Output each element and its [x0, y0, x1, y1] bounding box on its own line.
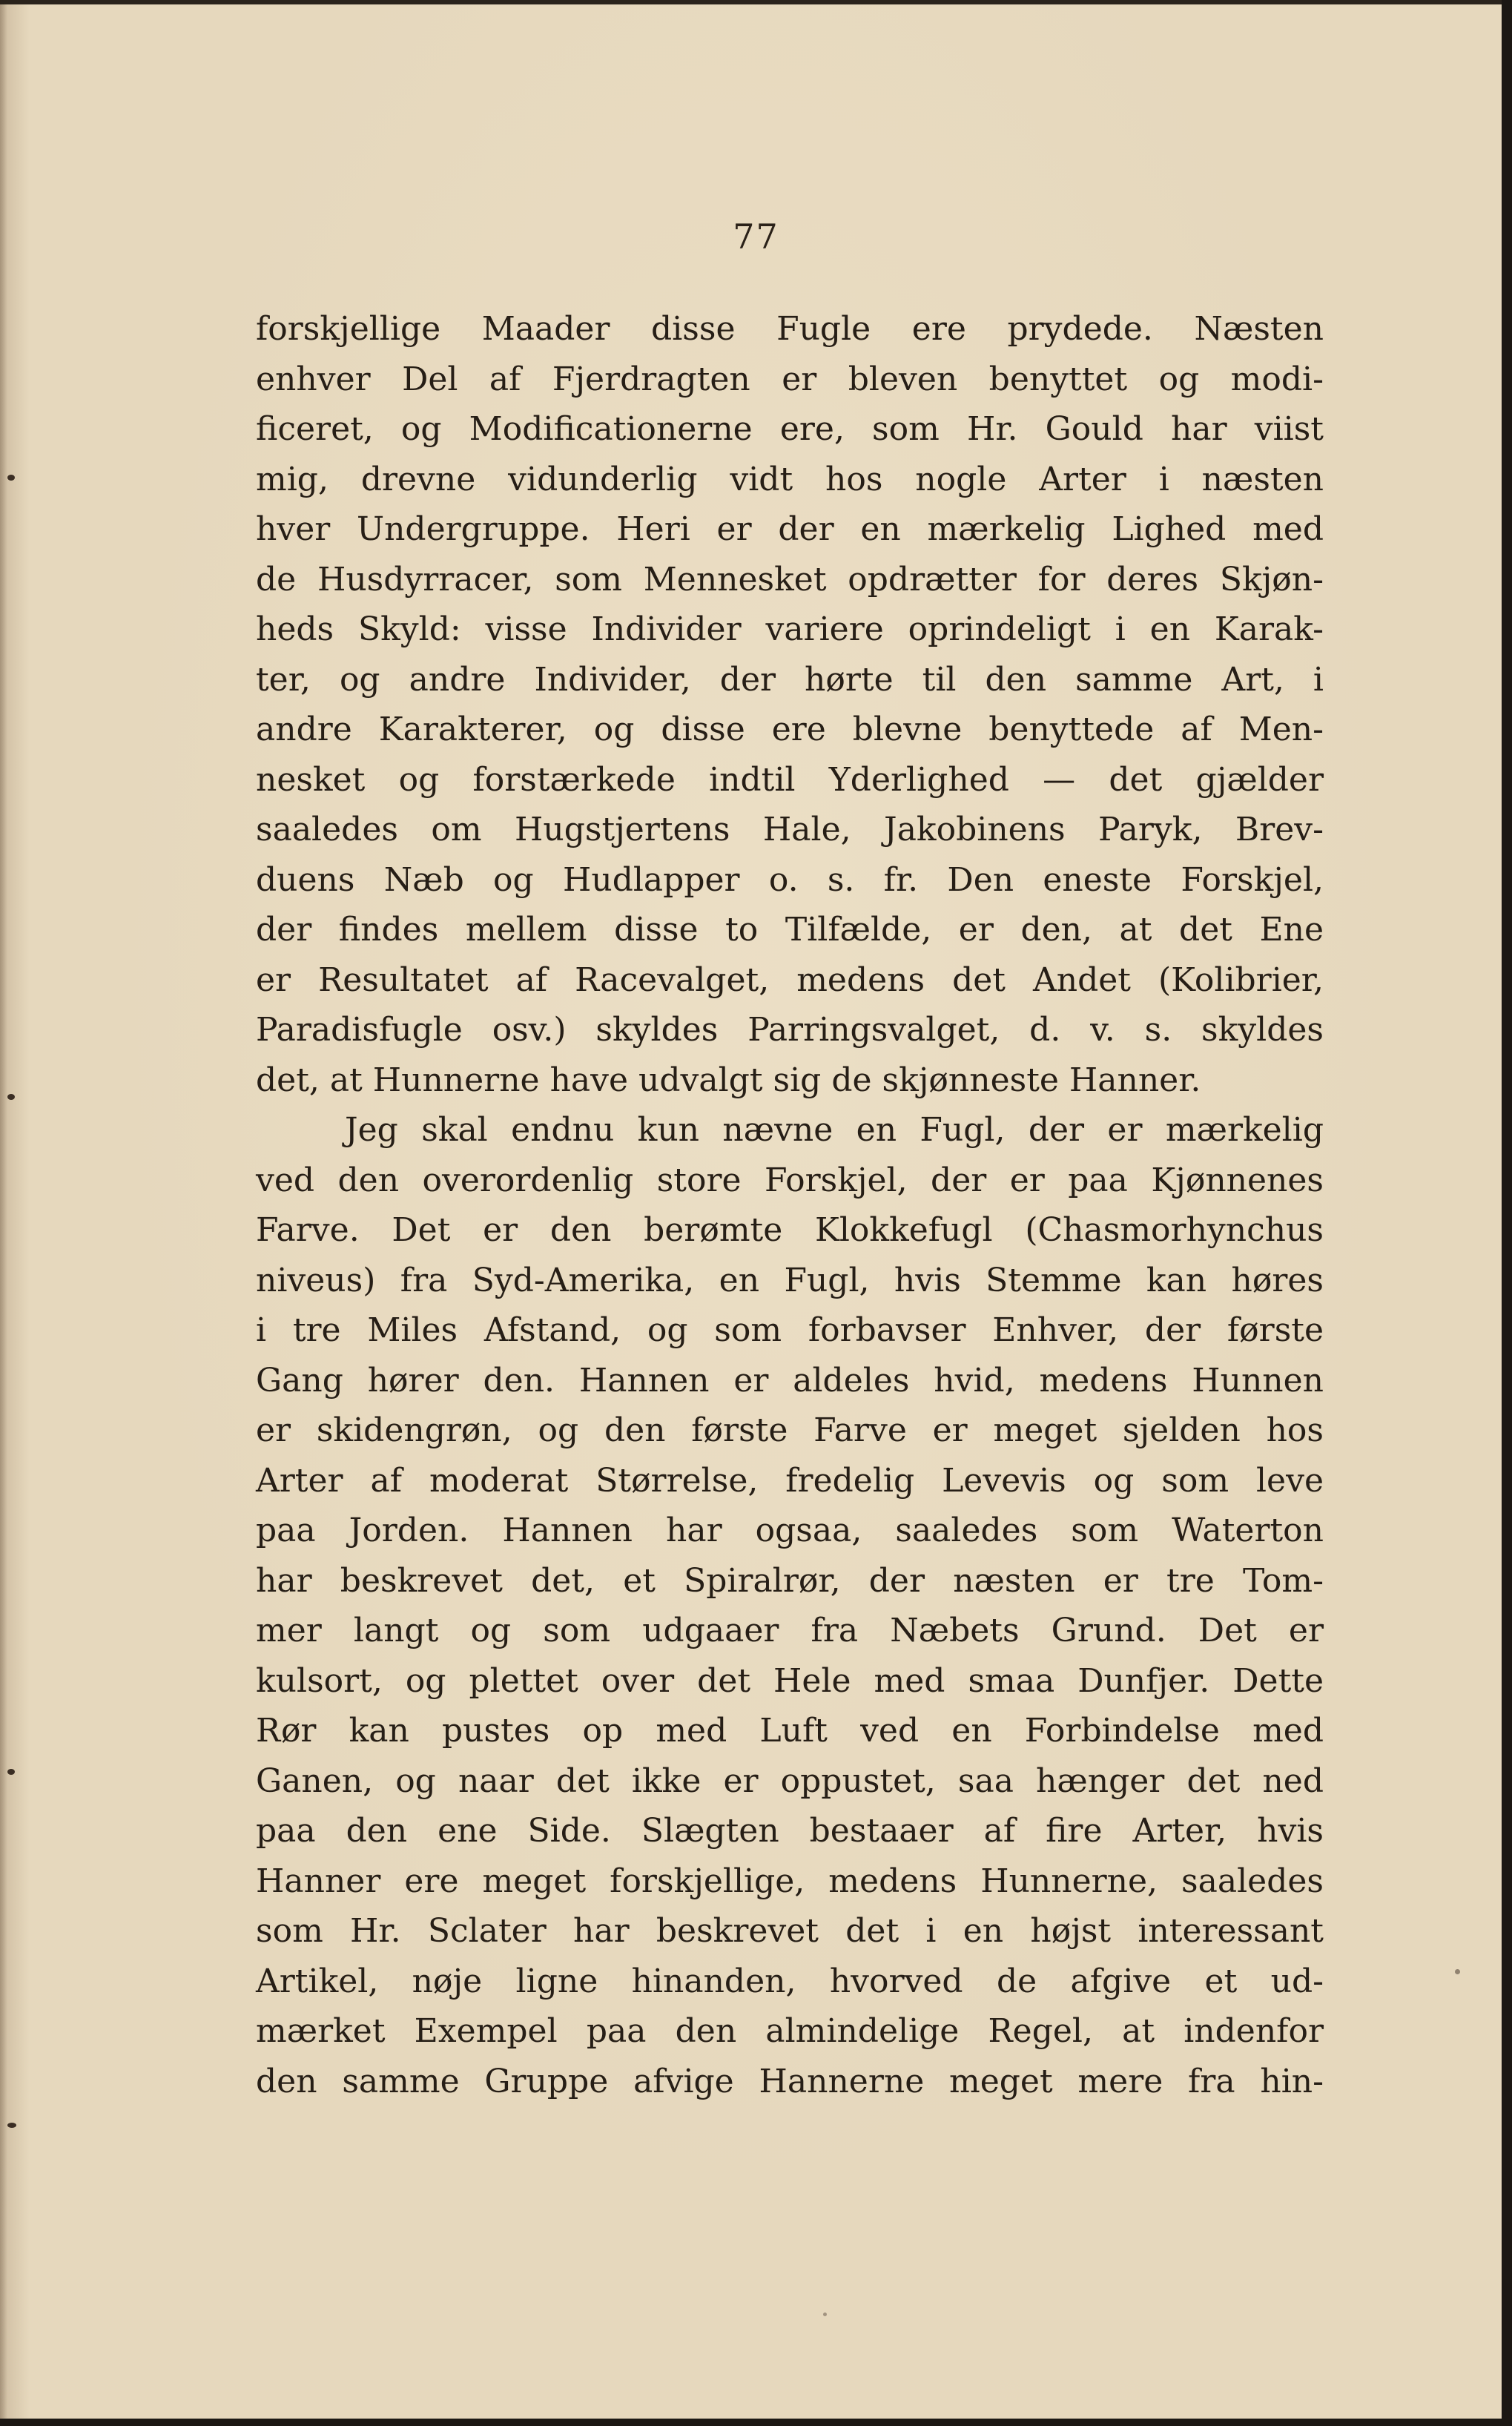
text-line: den samme Gruppe afvige Hannerne meget mere fra hin-	[256, 2062, 1324, 2100]
text-line: saaledes om Hugstjertens Hale, Jakobinens Paryk, Brev-	[256, 811, 1324, 848]
text-line: mer langt og som udgaaer fra Næbets Grund. Det er	[256, 1612, 1324, 1649]
text-line: Artikel, nøje ligne hinanden, hvorved de afgive et ud-	[256, 1962, 1324, 2000]
bottom-edge	[0, 2419, 1512, 2426]
paper-speck	[823, 2313, 827, 2316]
text-line: kulsort, og plettet over det Hele med smaa Dunfjer. Dette	[256, 1661, 1324, 1700]
page-gutter-shadow	[0, 0, 7, 2426]
paper-speck	[7, 2123, 16, 2128]
paper-speck	[7, 1769, 15, 1775]
text-line: niveus) fra Syd-Amerika, en Fugl, hvis Stemme kan høres	[256, 1261, 1324, 1299]
text-line: som Hr. Sclater har beskrevet det i en højst interessant	[256, 1912, 1324, 1950]
body-text	[256, 304, 1324, 2106]
text-line: nesket og forstærkede indtil Yderlighed — det gjælder	[256, 760, 1324, 799]
text-line: paa Jorden. Hannen har ogsaa, saaledes som Waterton	[256, 1512, 1324, 1549]
text-line: enhver Del af Fjerdragten er bleven benyttet og modi-	[256, 360, 1324, 398]
text-line: paa den ene Side. Slægten bestaaer af fire Arter, hvis	[256, 1812, 1324, 1850]
paper-speck	[7, 1094, 15, 1100]
text-line: Paradisfugle osv.) skyldes Parringsvalget, d. v. s. skyldes	[256, 1011, 1324, 1049]
text-line: der findes mellem disse to Tilfælde, er den, at det Ene	[256, 911, 1324, 949]
text-line: duens Næb og Hudlapper o. s. fr. Den eneste Forskjel,	[256, 860, 1324, 899]
text-line: heds Skyld: visse Individer variere oprindeligt i en Karak-	[256, 610, 1324, 648]
text-line: mig, drevne vidunderlig vidt hos nogle Arter i næsten	[256, 460, 1324, 498]
text-line: Gang hører den. Hannen er aldeles hvid, medens Hunnen	[256, 1361, 1324, 1400]
text-line: andre Karakterer, og disse ere blevne benyttede af Men-	[256, 711, 1324, 748]
text-line: mærket Exempel paa den almindelige Regel, at indenfor	[256, 2012, 1324, 2050]
page-number: 77	[733, 217, 779, 257]
text-line: er Resultatet af Racevalget, medens det Andet (Kolibrier,	[256, 960, 1324, 999]
text-line: de Husdyrracer, som Mennesket opdrætter for deres Skjøn-	[256, 560, 1324, 599]
text-line: det, at Hunnerne have udvalgt sig de skjønneste Hanner.	[256, 1061, 1201, 1099]
text-line: har beskrevet det, et Spiralrør, der næsten er tre Tom-	[256, 1561, 1324, 1600]
text-line: Jeg skal endnu kun nævne en Fugl, der er mærkelig	[345, 1111, 1324, 1149]
text-line: hver Undergruppe. Heri er der en mærkelig Lighed med	[256, 510, 1324, 548]
paper-speck	[7, 475, 15, 481]
top-edge	[0, 0, 1512, 4]
text-line: Rør kan pustes op med Luft ved en Forbindelse med	[256, 1712, 1324, 1750]
text-line: Arter af moderat Størrelse, fredelig Levevis og som leve	[256, 1461, 1324, 1500]
right-edge	[1502, 0, 1512, 2426]
text-line: Ganen, og naar det ikke er oppustet, saa hænger det ned	[256, 1761, 1324, 1800]
text-line: ficeret, og Modificationerne ere, som Hr. Gould har viist	[256, 410, 1324, 448]
paper-speck	[1455, 1969, 1460, 1974]
text-line: ved den overordenlig store Forskjel, der er paa Kjønnenes	[256, 1161, 1324, 1199]
text-line: forskjellige Maader disse Fugle ere prydede. Næsten	[256, 310, 1324, 348]
text-line: er skidengrøn, og den første Farve er meget sjelden hos	[256, 1411, 1324, 1449]
text-line: Hanner ere meget forskjellige, medens Hunnerne, saaledes	[256, 1862, 1324, 1900]
text-line: ter, og andre Individer, der hørte til den samme Art, i	[256, 660, 1324, 699]
text-line: i tre Miles Afstand, og som forbavser Enhver, der første	[256, 1311, 1324, 1349]
text-line: Farve. Det er den berømte Klokkefugl (Chasmorhynchus	[256, 1211, 1324, 1249]
